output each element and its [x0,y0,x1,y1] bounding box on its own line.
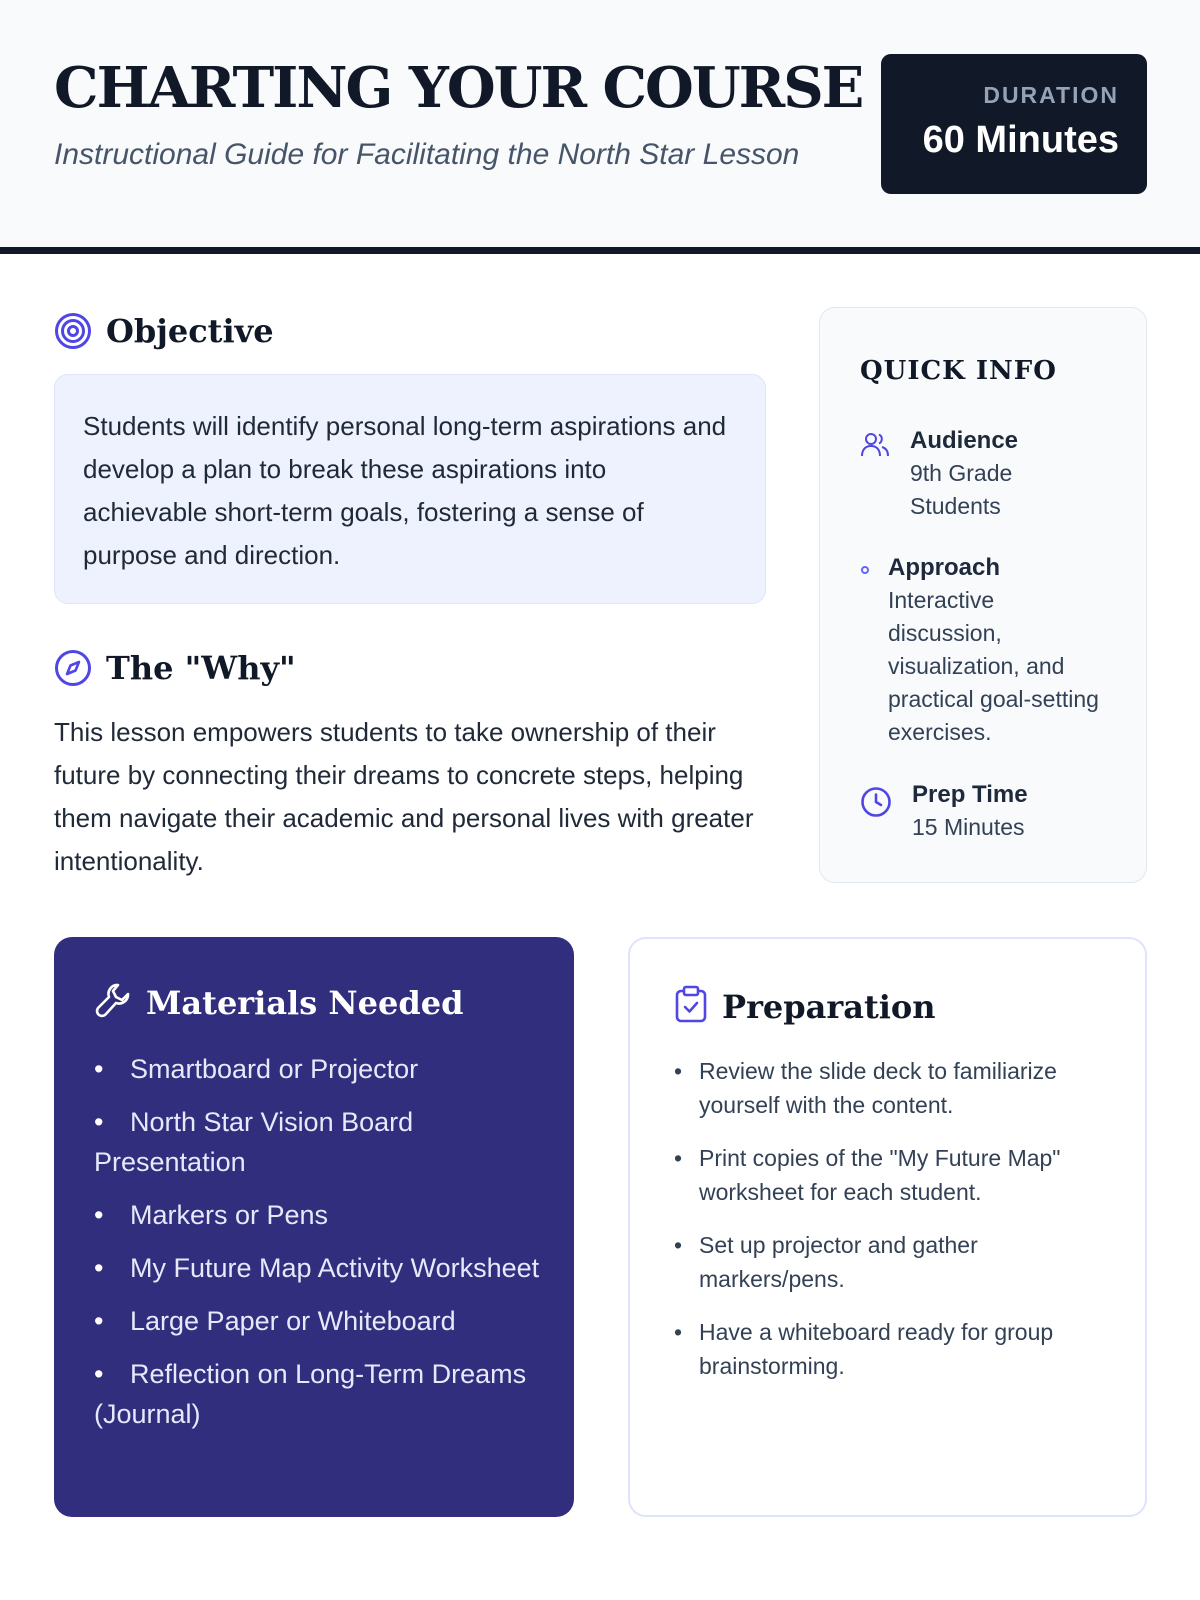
preparation-heading [674,985,936,1028]
materials-item: • My Future Map Activity Worksheet [94,1248,544,1288]
preparation-list [674,1054,1114,1402]
clipboard-check-icon [674,985,708,1028]
page-subtitle: Instructional Guide for Facilitating the North Star Lesson [54,138,800,171]
materials-card [54,937,574,1517]
duration-badge [881,54,1147,194]
materials-item: • Smartboard or Projector [94,1049,544,1089]
users-icon [860,430,890,465]
wrench-icon [94,981,132,1024]
objective-text: Students will identify personal long-term aspirations and develop a plan to break these aspirations into achievable short-term goals, fostering a sense of purpose and direction. [54,374,766,604]
objective-title: Objective [106,312,274,350]
page-header [0,0,1200,254]
quick-info-title: QUICK INFO [860,356,1057,386]
why-heading [54,649,296,687]
dot-icon [860,562,870,580]
compass-icon [54,649,92,687]
why-title: The "Why" [106,649,296,687]
audience-label: Audience [910,427,1019,454]
preparation-card [628,937,1147,1517]
preparation-item: • Print copies of the "My Future Map" worksheet for each student. [674,1141,1114,1209]
clock-icon [860,786,892,823]
duration-label: DURATION [983,82,1119,108]
approach-value: Interactive discussion, visualization, and practical goal-setting exercises. [888,587,1099,745]
materials-item: • North Star Vision Board Presentation [94,1102,544,1182]
materials-list [94,1049,544,1447]
materials-item: • Large Paper or Whiteboard [94,1301,544,1341]
target-icon [54,312,92,350]
page-title: CHARTING YOUR COURSE [54,55,863,121]
audience-value: 9th Grade Students [910,460,1013,519]
prep-time-value: 15 Minutes [912,814,1025,840]
materials-heading [94,981,463,1024]
preparation-item: • Set up projector and gather markers/pens. [674,1228,1114,1296]
prep-time-label: Prep Time [912,781,1028,808]
duration-value: 60 Minutes [922,119,1119,161]
quick-info-card [819,307,1147,883]
why-text: This lesson empowers students to take ownership of their future by connecting their dreams to concrete steps, helping them navigate their academic and personal lives with greater intentionality. [54,717,754,876]
materials-item: • Reflection on Long-Term Dreams (Journal) [94,1354,544,1434]
preparation-title: Preparation [722,987,936,1026]
preparation-item: • Have a whiteboard ready for group brainstorming. [674,1315,1114,1383]
materials-title: Materials Needed [146,983,464,1022]
materials-item: • Markers or Pens [94,1195,544,1235]
preparation-item: • Review the slide deck to familiarize yourself with the content. [674,1054,1114,1122]
approach-label: Approach [888,554,1001,581]
objective-heading [54,312,274,350]
